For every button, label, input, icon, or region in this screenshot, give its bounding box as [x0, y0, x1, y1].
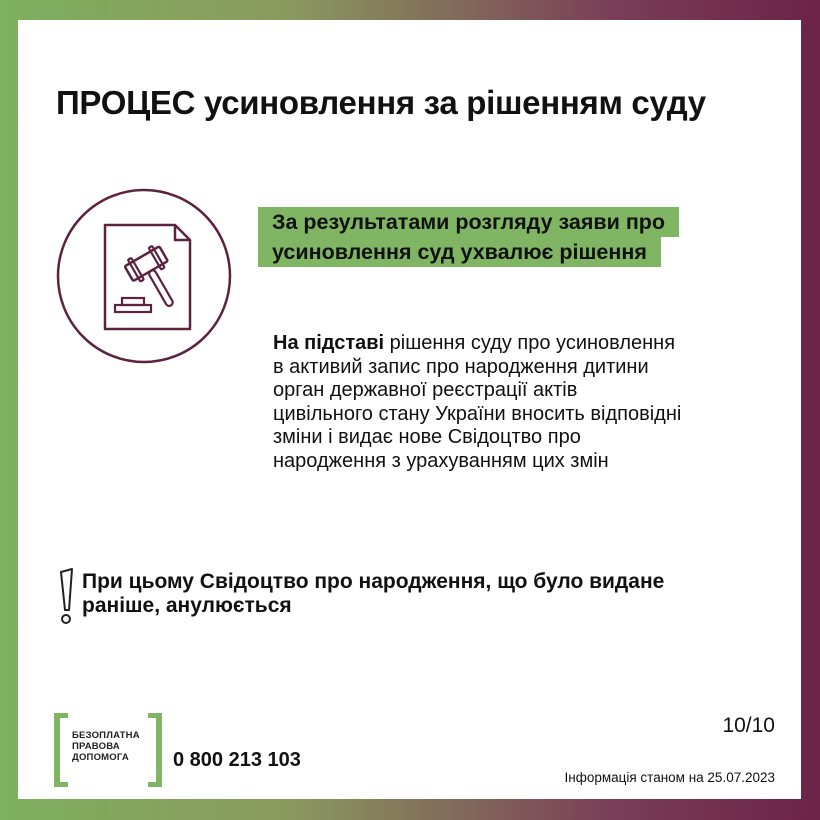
note-line-2: раніше, анулюється	[82, 594, 292, 617]
description-line: в активий запис про народження дитини	[273, 355, 649, 378]
description-line: цивільного стану України вносить відповідні	[273, 402, 682, 425]
description-line: орган державної реєстрації актів	[273, 379, 578, 401]
info-date: Інформація станом на 25.07.2023	[564, 770, 775, 785]
description-text	[273, 332, 793, 473]
logo-line: ПРАВОВА	[72, 741, 120, 752]
highlight-line-2: усиновлення суд ухвалює рішення	[258, 237, 661, 267]
description-line: рішення суду про усиновлення	[384, 332, 676, 354]
legal-aid-logo	[54, 713, 162, 787]
court-gavel-document-icon	[55, 187, 233, 365]
page-indicator: 10/10	[722, 714, 775, 737]
logo-line: БЕЗОПЛАТНА	[72, 730, 140, 741]
content-card	[18, 20, 801, 799]
exclamation-icon	[50, 566, 80, 630]
note-line-1: При цьому Свідоцтво про народження, що було видане	[82, 570, 665, 593]
highlight-line-1: За результатами розгляду заяви про	[258, 207, 679, 237]
page-title: ПРОЦЕС усиновлення за рішенням суду	[56, 84, 706, 121]
logo-line: ДОПОМОГА	[72, 752, 129, 763]
hotline-phone: 0 800 213 103	[173, 749, 301, 771]
description-bold-lead: На підставі	[273, 332, 385, 354]
description-line: народження з урахуванням цих змін	[273, 449, 609, 472]
decision-highlight	[258, 207, 679, 267]
annulment-note	[82, 570, 762, 618]
description-line: зміни і видає нове Свідоцтво про	[273, 426, 581, 448]
logo-text	[72, 730, 140, 763]
